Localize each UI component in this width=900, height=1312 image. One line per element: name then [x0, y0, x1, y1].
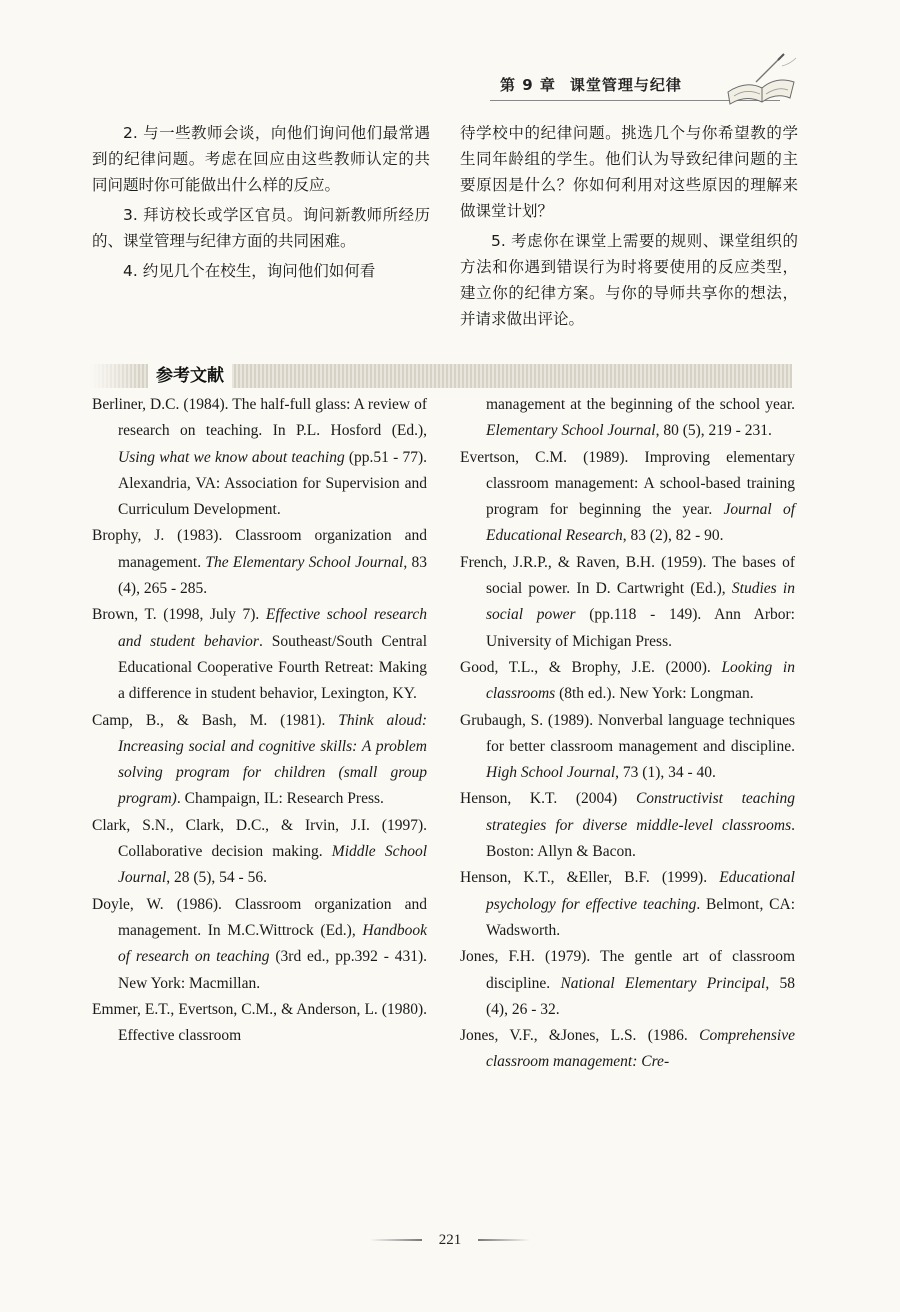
reference-entry: [460, 786, 795, 865]
reference-text: Good, T.L., & Brophy, J.E. (2000).: [460, 658, 722, 676]
reference-text: . Champaign, IL: Research Press.: [176, 790, 384, 808]
reference-entry: [92, 892, 427, 997]
references-left-column: [92, 392, 427, 1049]
reference-italic-title: National Elementary Principal: [560, 974, 766, 992]
reference-text: Camp, B., & Bash, M. (1981).: [92, 711, 339, 729]
reference-text: Brophy, J. (1983). Classroom organization and management.: [92, 527, 427, 571]
reference-text: Grubaugh, S. (1989). Nonverbal language techniques for better classroom management and discipline.: [460, 711, 795, 755]
reference-text: . Boston: Allyn & Bacon.: [486, 816, 795, 861]
reference-text: management at the beginning of the school year.: [486, 396, 795, 413]
page-number-footer: [370, 1228, 530, 1252]
reference-italic-title: Using what we know about teaching: [118, 448, 345, 466]
reference-italic-title: Studies in social power: [486, 580, 795, 624]
reference-text: French, J.R.P., & Raven, B.H. (1959). The bases of social power. In D. Cartwright (Ed.),: [460, 553, 795, 598]
reference-entry: [92, 392, 427, 523]
reference-text: , 58 (4), 26 - 32.: [486, 974, 795, 1018]
reference-text: Brown, T. (1998, July 7).: [92, 606, 266, 624]
reference-entry: [460, 445, 795, 550]
reference-text: , 73 (1), 34 - 40.: [615, 764, 716, 782]
reference-entry: [460, 550, 795, 655]
reference-italic-title: Middle School Journal: [118, 843, 428, 887]
reference-text: , 83 (2), 82 - 90.: [622, 527, 724, 545]
reference-text: (8th ed.). New York: Longman.: [555, 685, 754, 703]
activities-left-column: [92, 120, 430, 284]
activity-paragraph: 5. 考虑你在课堂上需要的规则、课堂组织的方法和你遇到错误行为时将要使用的反应类型，建立你的纪律方案。与你的导师共享你的想法，并请求做出评论。: [460, 232, 798, 328]
reference-text: (pp.118 - 149). Ann Arbor: University of Michigan Press.: [486, 606, 795, 650]
chapter-number: 第 9 章: [500, 76, 556, 94]
reference-text: Berliner, D.C. (1984). The half-full glass: A review of research on teaching. In P.L. Hosford (Ed.),: [92, 396, 427, 440]
reference-text: Henson, K.T., &Eller, B.F. (1999).: [460, 869, 720, 887]
reference-text: Emmer, E.T., Evertson, C.M., & Anderson, L. (1980). Effective classroom: [92, 1000, 427, 1045]
reference-entry: [460, 655, 795, 708]
reference-text: Doyle, W. (1986). Classroom organization and management. In M.C.Wittrock (Ed.),: [92, 895, 427, 939]
reference-text: , 80 (5), 219 - 231.: [655, 422, 772, 440]
reference-italic-title: Effective school research and student behavior: [118, 606, 427, 650]
reference-entry: [92, 523, 427, 602]
reference-text: Evertson, C.M. (1989). Improving elementary classroom management: A school-based training program for beginning the year.: [460, 448, 795, 519]
references-banner: [90, 364, 792, 388]
chapter-title: 课堂管理与纪律: [569, 76, 682, 94]
activities-right-column: [460, 120, 798, 332]
reference-entry: [460, 1023, 795, 1076]
reference-text: (3rd ed., pp.392 - 431). New York: Macmillan.: [118, 948, 427, 992]
reference-italic-title: Elementary School Journal: [486, 422, 656, 440]
reference-italic-title: Comprehensive classroom management: Cre-: [486, 1027, 795, 1071]
reference-text: (pp.51 - 77). Alexandria, VA: Association for Supervision and Curriculum Development.: [118, 448, 427, 519]
reference-text: Jones, F.H. (1979). The gentle art of classroom discipline.: [460, 948, 795, 992]
references-right-column: [460, 392, 795, 1076]
reference-italic-title: Educational psychology for effective teaching: [486, 869, 795, 913]
reference-entry: [92, 813, 427, 892]
open-book-icon: [720, 52, 800, 107]
reference-text: , 28 (5), 54 - 56.: [166, 869, 267, 887]
reference-italic-title: Think aloud: Increasing social and cognitive skills: A problem solving program for children (small group program): [118, 711, 427, 808]
reference-entry: [460, 708, 795, 787]
reference-text: Jones, V.F., &Jones, L.S. (1986.: [460, 1027, 700, 1045]
reference-italic-title: Constructivist teaching strategies for diverse middle-level classrooms: [486, 790, 795, 834]
chapter-heading: [500, 74, 696, 95]
reference-entry: [460, 944, 795, 1023]
reference-text: . Southeast/South Central Educational Cooperative Fourth Retreat: Making a difference in student behavior, Lexington, KY.: [118, 632, 427, 703]
banner-fade: [90, 364, 140, 388]
reference-text: Henson, K.T. (2004): [460, 790, 636, 808]
reference-italic-title: Looking in classrooms: [486, 658, 795, 703]
reference-italic-title: Journal of Educational Research: [486, 501, 795, 545]
reference-entry: [92, 997, 427, 1050]
reference-italic-title: Handbook of research on teaching: [118, 921, 427, 966]
page-number: 221: [438, 1232, 462, 1248]
reference-entry: [460, 865, 795, 944]
activity-paragraph: 待学校中的纪律问题。挑选几个与你希望教的学生同年龄组的学生。他们认为导致纪律问题的主要原因是什么？你如何利用对这些原因的理解来做课堂计划？: [460, 124, 798, 220]
running-header: [470, 52, 870, 112]
activity-paragraph: 2. 与一些教师会谈，向他们询问他们最常遇到的纪律问题。考虑在回应由这些教师认定的共同问题时你可能做出什么样的反应。: [92, 124, 430, 194]
reference-text: . Belmont, CA: Wadsworth.: [486, 895, 796, 939]
references-title: 参考文献: [148, 364, 232, 388]
reference-entry: [92, 708, 427, 813]
activity-paragraph: 4. 约见几个在校生，询问他们如何看: [123, 262, 376, 280]
reference-text: Clark, S.N., Clark, D.C., & Irvin, J.I. (1997). Collaborative decision making.: [92, 816, 427, 861]
reference-entry: [92, 602, 427, 707]
reference-italic-title: The Elementary School Journal: [205, 553, 404, 571]
reference-entry: [460, 392, 795, 445]
reference-text: , 83 (4), 265 - 285.: [118, 553, 427, 598]
reference-italic-title: High School Journal: [486, 764, 616, 782]
activity-paragraph: 3. 拜访校长或学区官员。询问新教师所经历的、课堂管理与纪律方面的共同困难。: [92, 206, 430, 250]
footer-ornament-right: [478, 1239, 530, 1241]
